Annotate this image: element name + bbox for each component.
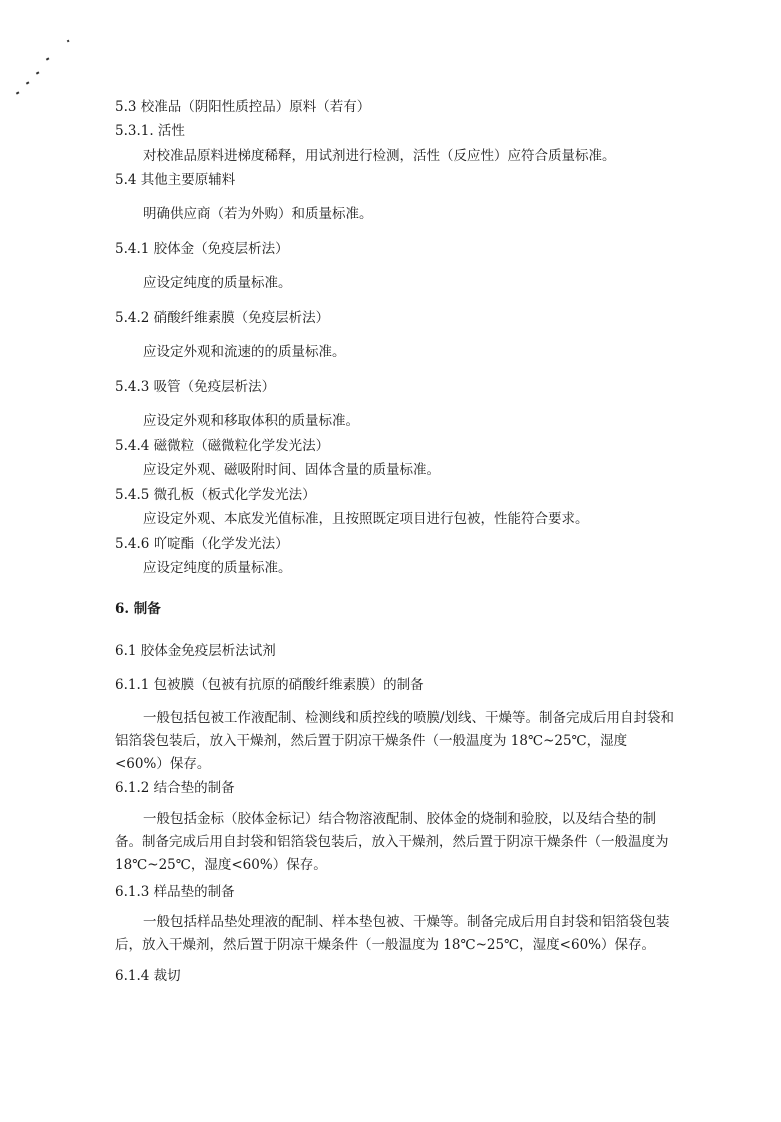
section-5-4-4-heading: 5.4.4 磁微粒（磁微粒化学发光法） <box>115 438 330 454</box>
scan-mark <box>36 71 39 74</box>
section-5-4-6-text: 应设定纯度的质量标准。 <box>143 560 292 576</box>
section-5-4-5-heading: 5.4.5 微孔板（板式化学发光法） <box>115 487 316 503</box>
section-5-3-heading: 5.3 校准品（阴阳性质控品）原料（若有） <box>115 99 371 115</box>
section-5-4-3-heading: 5.4.3 吸管（免疫层析法） <box>115 379 276 395</box>
section-5-3-1-text: 对校准品原料进梯度稀释，用试剂进行检测，活性（反应性）应符合质量标准。 <box>143 148 616 164</box>
section-6-1-2-text: 一般包括金标（胶体金标记）结合物溶液配制、胶体金的烧制和验胶，以及结合垫的制备。制备完成后用自封袋和铝箔袋包装后，放入干燥剂，然后置于阴凉干燥条件（一般温度为 18℃~25℃，湿度<60%）保存。 <box>115 811 669 873</box>
scan-mark <box>46 57 49 60</box>
section-5-4-3-text: 应设定外观和移取体积的质量标准。 <box>143 413 359 429</box>
section-6-1-1-text: 一般包括包被工作液配制、检测线和质控线的喷膜/划线、干燥等。制备完成后用自封袋和铝箔袋包装后，放入干燥剂，然后置于阴凉干燥条件（一般温度为 18℃~25℃，湿度<60%）保存。 <box>115 710 675 772</box>
section-5-4-4-text: 应设定外观、磁吸附时间、固体含量的质量标准。 <box>143 462 440 478</box>
section-5-4-text: 明确供应商（若为外购）和质量标准。 <box>143 206 373 222</box>
section-6-1-4-heading: 6.1.4 裁切 <box>115 968 181 984</box>
section-5-3-1-heading: 5.3.1. 活性 <box>115 123 185 139</box>
section-6-1-1-heading: 6.1.1 包被膜（包被有抗原的硝酸纤维素膜）的制备 <box>115 677 424 693</box>
section-6-1-2-heading: 6.1.2 结合垫的制备 <box>115 780 235 796</box>
section-5-4-5-text: 应设定外观、本底发光值标准，且按照既定项目进行包被，性能符合要求。 <box>143 511 589 527</box>
section-6-1-3-heading: 6.1.3 样品垫的制备 <box>115 884 235 900</box>
scan-mark <box>26 81 29 84</box>
section-5-4-6-heading: 5.4.6 吖啶酯（化学发光法） <box>115 536 289 552</box>
scan-mark <box>16 91 19 94</box>
section-6-1-heading: 6.1 胶体金免疫层析法试剂 <box>115 643 276 659</box>
section-5-4-1-text: 应设定纯度的质量标准。 <box>143 275 292 291</box>
scan-mark <box>67 40 69 42</box>
section-5-4-heading: 5.4 其他主要原辅料 <box>115 172 236 188</box>
section-6-1-3-text: 一般包括样品垫处理液的配制、样本垫包被、干燥等。制备完成后用自封袋和铝箔袋包装后，放入干燥剂，然后置于阴凉干燥条件（一般温度为 18℃~25℃，湿度<60%）保存。 <box>115 914 670 953</box>
section-6-heading: 6. 制备 <box>115 601 161 617</box>
section-5-4-1-heading: 5.4.1 胶体金（免疫层析法） <box>115 241 289 257</box>
section-5-4-2-heading: 5.4.2 硝酸纤维素膜（免疫层析法） <box>115 310 330 326</box>
section-5-4-2-text: 应设定外观和流速的的质量标准。 <box>143 344 346 360</box>
